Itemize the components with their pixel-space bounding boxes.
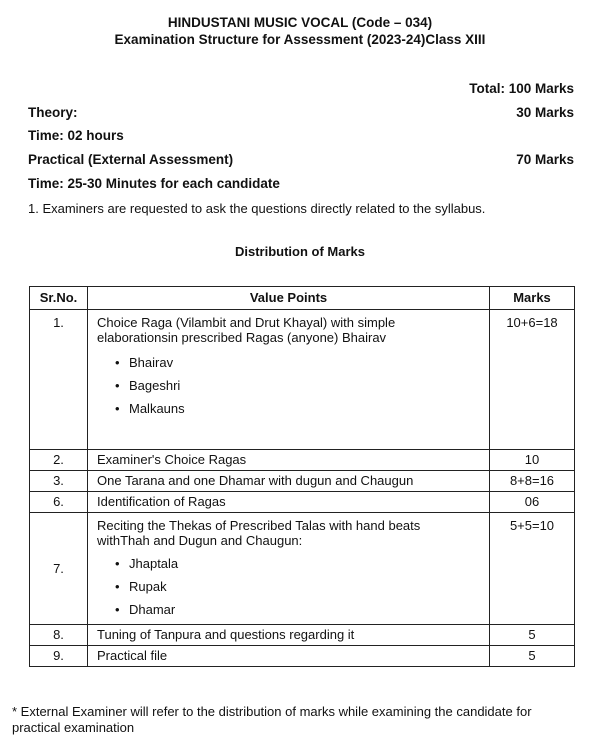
column-header-srno: Sr.No. — [30, 287, 88, 310]
document-subtitle: Examination Structure for Assessment (2023-24)Class XIII — [114, 32, 486, 47]
row-value-point: Practical file — [88, 646, 490, 667]
table-row — [30, 471, 575, 492]
row-srno: 2. — [30, 450, 88, 471]
theory-row — [28, 103, 574, 123]
raga-list — [97, 351, 489, 420]
row-srno: 9. — [30, 646, 88, 667]
table-row — [30, 646, 575, 667]
row-marks: 10 — [490, 450, 575, 471]
list-item: • Bhairav — [115, 351, 489, 374]
list-item: • Jhaptala — [115, 552, 489, 575]
list-item: • Malkauns — [115, 397, 489, 420]
row-value-point: Identification of Ragas — [88, 492, 490, 513]
total-marks: Total: 100 Marks — [469, 81, 574, 96]
practical-label: Practical (External Assessment) — [28, 152, 234, 167]
row-srno: 7. — [30, 513, 88, 625]
column-header-value-points: Value Points — [88, 287, 490, 310]
practical-marks: 70 Marks — [516, 152, 574, 167]
theory-marks: 30 Marks — [516, 105, 574, 120]
row-srno: 3. — [30, 471, 88, 492]
row-text: Choice Raga (Vilambit and Drut Khayal) with simple elaborationsin prescribed Ragas (anyone) Bhairav — [97, 315, 396, 345]
row-marks: 8+8=16 — [490, 471, 575, 492]
document-title: HINDUSTANI MUSIC VOCAL (Code – 034) — [167, 15, 433, 30]
row-marks: 5 — [490, 646, 575, 667]
row-marks: 06 — [490, 492, 575, 513]
examiner-note: 1. Examiners are requested to ask the questions directly related to the syllabus. — [28, 201, 486, 216]
row-marks: 5 — [490, 625, 575, 646]
total-row — [28, 79, 574, 99]
column-header-marks: Marks — [490, 287, 575, 310]
tala-list — [97, 552, 489, 621]
table-row — [30, 310, 575, 450]
row-value-point: One Tarana and one Dhamar with dugun and Chaugun — [88, 471, 490, 492]
distribution-heading: Distribution of Marks — [234, 244, 365, 259]
row-marks: 5+5=10 — [490, 513, 575, 625]
row-value-point: Examiner's Choice Ragas — [88, 450, 490, 471]
row-srno: 8. — [30, 625, 88, 646]
list-item: • Dhamar — [115, 598, 489, 621]
row-value-point: Tuning of Tanpura and questions regarding it — [88, 625, 490, 646]
list-item: • Rupak — [115, 575, 489, 598]
table-row — [30, 450, 575, 471]
practical-row — [28, 150, 574, 170]
table-header-row — [30, 287, 575, 310]
row-text: Reciting the Thekas of Prescribed Talas with hand beats withThah and Dugun and Chaugun: — [97, 518, 421, 548]
row-value-point — [88, 310, 490, 450]
table-row — [30, 492, 575, 513]
table-row — [30, 513, 575, 625]
footer-note: * External Examiner will refer to the distribution of marks while examining the candidate for practical examination — [12, 704, 532, 735]
row-srno: 1. — [30, 310, 88, 450]
list-item: • Bageshri — [115, 374, 489, 397]
theory-time: Time: 02 hours — [28, 128, 124, 143]
row-srno: 6. — [30, 492, 88, 513]
practical-time: Time: 25-30 Minutes for each candidate — [28, 176, 280, 191]
row-value-point — [88, 513, 490, 625]
marks-table — [29, 286, 575, 667]
row-marks-value: 10+6=18 — [506, 315, 558, 330]
table-row — [30, 625, 575, 646]
theory-label: Theory: — [28, 105, 78, 120]
row-marks — [490, 310, 575, 450]
